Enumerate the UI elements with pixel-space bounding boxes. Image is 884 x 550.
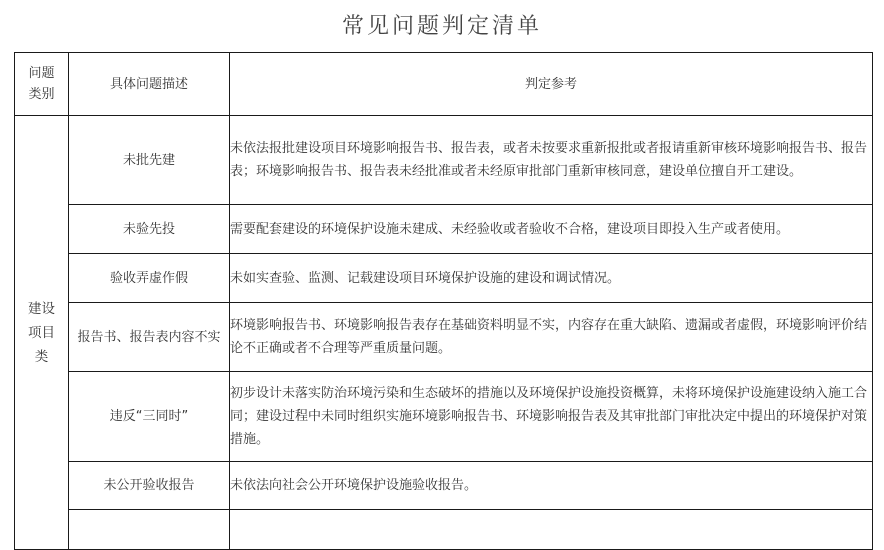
description-cell bbox=[69, 205, 230, 254]
description-cell bbox=[69, 372, 230, 462]
table-row bbox=[15, 303, 873, 372]
description-cell bbox=[69, 303, 230, 372]
reference-cell: 未依法向社会公开环境保护设施验收报告。 bbox=[230, 462, 873, 510]
problem-description: 违反“三同时” bbox=[109, 409, 189, 424]
table-row bbox=[15, 116, 873, 205]
description-cell bbox=[69, 254, 230, 303]
reference-cell: 需要配套建设的环境保护设施未建成、未经验收或者验收不合格，建设项目即投入生产或者使用。 bbox=[230, 205, 873, 254]
problem-description: 未验先投 bbox=[122, 221, 175, 237]
table-row bbox=[15, 462, 873, 510]
description-cell bbox=[69, 116, 230, 205]
reference-cell: 初步设计未落实防治环境污染和生态破坏的措施以及环境保护设施投资概算，未将环境保护设施建设纳入施工合同；建设过程中未同时组织实施环境影响报告书、环境影响报告表及其审批部门审批决定中提出的环境保护对策措施。 bbox=[230, 372, 873, 462]
reference-cell: 未如实查验、监测、记载建设项目环境保护设施的建设和调试情况。 bbox=[230, 254, 873, 303]
document-title: 常见问题判定清单 bbox=[341, 14, 542, 39]
reference-cell: 环境影响报告书、环境影响报告表存在基础资料明显不实，内容存在重大缺陷、遗漏或者虚假，环境影响评价结论不正确或者不合理等严重质量问题。 bbox=[230, 303, 873, 372]
table-row-partial bbox=[15, 510, 873, 550]
problem-description: 未公开验收报告 bbox=[103, 478, 195, 493]
table-row bbox=[15, 372, 873, 462]
table-row bbox=[15, 254, 873, 303]
header-reference: 判定参考 bbox=[230, 53, 873, 116]
table-header-row bbox=[15, 53, 873, 116]
header-description: 具体问题描述 bbox=[69, 53, 230, 116]
problem-description: 验收弄虚作假 bbox=[109, 270, 188, 286]
table-row bbox=[15, 205, 873, 254]
description-cell bbox=[69, 462, 230, 510]
reference-cell-empty bbox=[230, 510, 873, 550]
problem-checklist-table bbox=[14, 52, 873, 550]
description-cell-empty bbox=[69, 510, 230, 550]
problem-description: 未批先建 bbox=[122, 152, 175, 168]
reference-cell: 未依法报批建设项目环境影响报告书、报告表，或者未按要求重新报批或者报请重新审核环境影响报告书、报告表；环境影响报告书、报告表未经批准或者未经原审批部门重新审核同意，建设单位擅自开工建设。 bbox=[230, 116, 873, 205]
category-cell bbox=[15, 116, 69, 550]
header-category-label: 问题类别 bbox=[28, 65, 55, 102]
problem-description: 报告书、报告表内容不实 bbox=[77, 329, 221, 345]
category-label: 建设项目类 bbox=[28, 300, 55, 365]
header-category bbox=[15, 53, 69, 116]
